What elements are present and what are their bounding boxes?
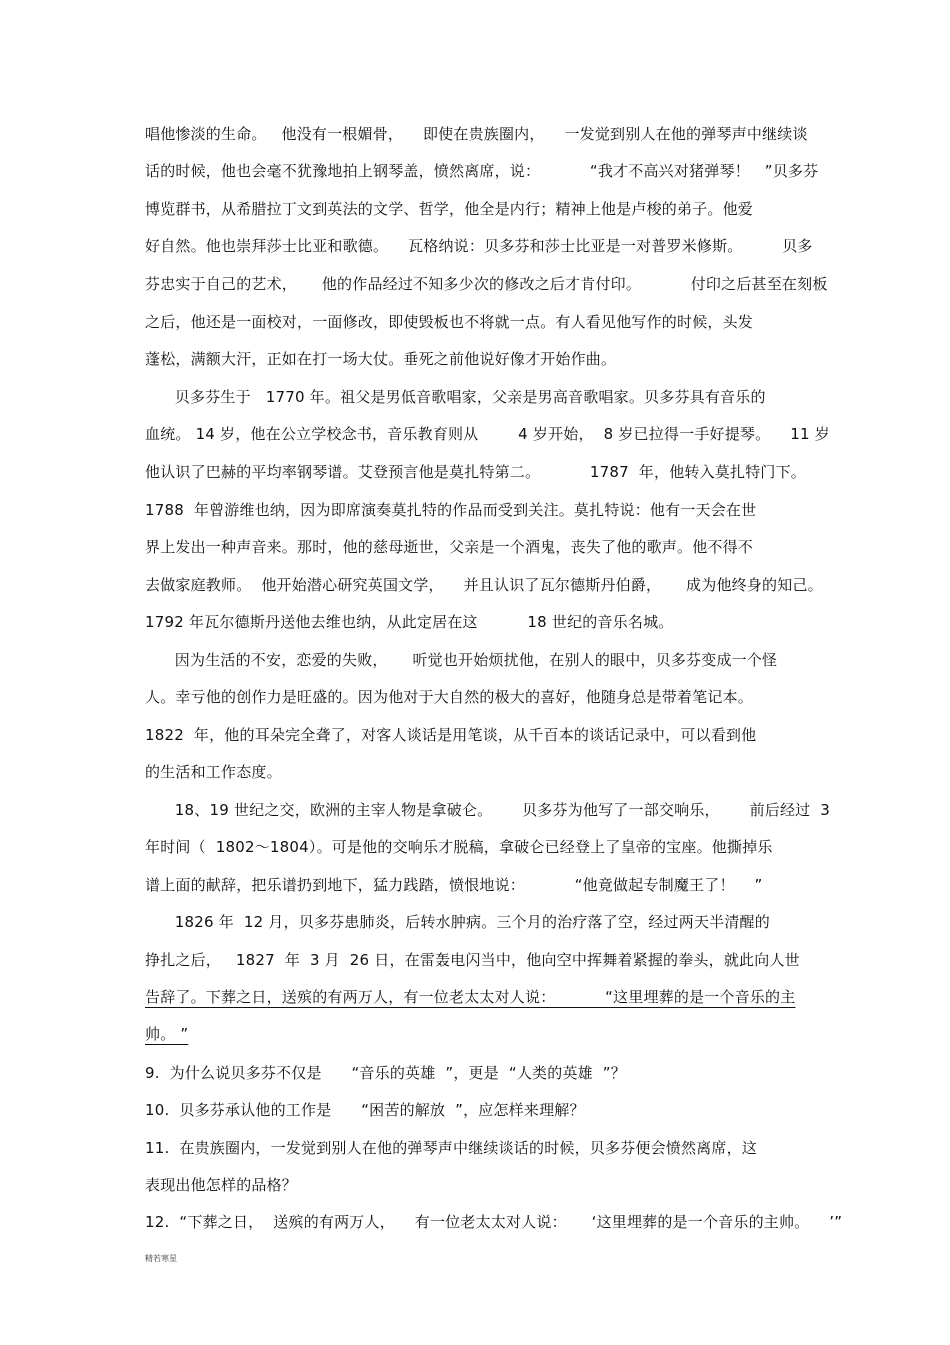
- text-line: 好自然。他也崇拜莎士比亚和歌德。 瓦格纳说：贝多芬和莎士比亚是一对普罗米修斯。 贝多: [145, 237, 813, 255]
- text-line: 1788 年曾游维也纳，因为即席演奏莫扎特的作品而受到关注。莫扎特说：他有一天会在世: [145, 501, 757, 519]
- question-12: 12. “下葬之日， 送殡的有两万人， 有一位老太太对人说： ‘这里埋葬的是一个音乐的主帅。 ’”: [145, 1213, 843, 1231]
- text-line: 话的时候，他也会毫不犹豫地拍上钢琴盖，愤然离席，说： “我才不高兴对猪弹琴！ ”贝多芬: [145, 162, 819, 180]
- text-line: 年时间（ 1802～1804）。可是他的交响乐才脱稿，拿破仑已经登上了皇帝的宝座。他撕掉乐: [145, 838, 773, 856]
- text-line: 挣扎之后， 1827 年 3 月 26 日，在雷轰电闪当中，他向空中挥舞着紧握的拳头，就此向人世: [145, 951, 800, 969]
- text-line: 谱上面的献辞，把乐谱扔到地下，猛力践踏，愤恨地说： “他竟做起专制魔王了！ ”: [145, 876, 763, 894]
- text-line: 的生活和工作态度。: [145, 763, 282, 781]
- text-line: 1822 年，他的耳朵完全聋了，对客人谈话是用笔谈，从千百本的谈话记录中，可以看到他: [145, 726, 757, 744]
- footer-text: 精若寒星: [145, 1254, 177, 1263]
- text-line: 他认识了巴赫的平均率钢琴谱。艾登预言他是莫扎特第二。 1787 年，他转入莫扎特门下。: [145, 463, 806, 481]
- text-line: 18、19 世纪之交，欧洲的主宰人物是拿破仑。 贝多芬为他写了一部交响乐， 前后经过 3: [145, 801, 831, 819]
- text-line: 人。幸亏他的创作力是旺盛的。因为他对于大自然的极大的喜好，他随身总是带着笔记本。: [145, 688, 754, 706]
- text-line: 因为生活的不安，恋爱的失败， 听觉也开始烦扰他，在别人的眼中，贝多芬变成一个怪: [145, 651, 778, 669]
- text-line: 博览群书，从希腊拉丁文到英法的文学、哲学，他全是内行；精神上他是卢梭的弟子。他爱: [145, 200, 754, 218]
- text-line-underlined: 帅。 ”: [145, 1025, 189, 1043]
- question-10: 10. 贝多芬承认他的工作是 “困苦的解放 ”，应怎样来理解？: [145, 1101, 585, 1119]
- text-line-underlined: 告辞了。下葬之日，送殡的有两万人，有一位老太太对人说： “这里埋葬的是一个音乐的主: [145, 988, 796, 1006]
- text-line: 去做家庭教师。 他开始潜心研究英国文学， 并且认识了瓦尔德斯丹伯爵， 成为他终身的知己。: [145, 576, 823, 594]
- text-line: 唱他惨淡的生命。 他没有一根媚骨， 即使在贵族圈内， 一发觉到别人在他的弹琴声中继续谈: [145, 125, 808, 143]
- text-line: 蓬松，满额大汗，正如在打一场大仗。垂死之前他说好像才开始作曲。: [145, 350, 617, 368]
- text-line: 1792 年瓦尔德斯丹送他去维也纳，从此定居在这 18 世纪的音乐名城。: [145, 613, 674, 631]
- question-11: 11. 在贵族圈内，一发觉到别人在他的弹琴声中继续谈话的时候，贝多芬便会愤然离席，这: [145, 1139, 757, 1157]
- text-line: 之后，他还是一面校对，一面修改，即使毁板也不将就一点。有人看见他写作的时候，头发: [145, 313, 754, 331]
- text-line: 血统。 14 岁，他在公立学校念书，音乐教育则从 4 岁开始， 8 岁已拉得一手好提琴。 11 岁: [145, 425, 830, 443]
- text-line: 界上发出一种声音来。那时，他的慈母逝世，父亲是一个酒鬼，丧失了他的歌声。他不得不: [145, 538, 754, 556]
- question-9: 9. 为什么说贝多芬不仅是 “音乐的英雄 ”，更是 “人类的英雄 ”？: [145, 1064, 626, 1082]
- text-line: 1826 年 12 月，贝多芬患肺炎，后转水肿病。三个月的治疗落了空，经过两天半清醒的: [145, 913, 770, 931]
- text-line: 贝多芬生于 1770 年。祖父是男低音歌唱家，父亲是男高音歌唱家。贝多芬具有音乐的: [145, 388, 766, 406]
- text-line: 芬忠实于自己的艺术， 他的作品经过不知多少次的修改之后才肯付印。 付印之后甚至在刻板: [145, 275, 828, 293]
- question-11-cont: 表现出他怎样的品格？: [145, 1176, 298, 1194]
